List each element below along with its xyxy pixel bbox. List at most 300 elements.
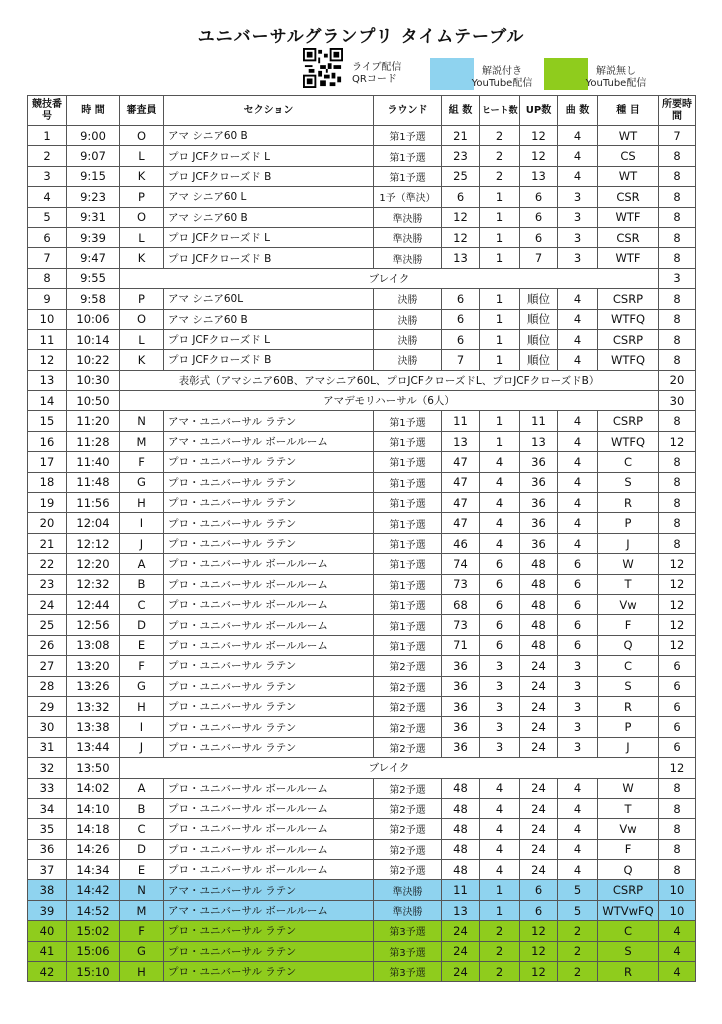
page-title: ユニバーサルグランプリ タイムテーブル (197, 27, 525, 47)
cell-duration: 12 (659, 574, 696, 594)
cell-round: 準決勝 (374, 207, 442, 227)
cell-up: 7 (520, 248, 558, 268)
cell-heats: 1 (480, 248, 520, 268)
cell-songs: 4 (558, 513, 598, 533)
qr-label (352, 62, 412, 86)
cell-round: 準決勝 (374, 248, 442, 268)
table-row (28, 962, 696, 982)
cell-time: 14:18 (67, 819, 120, 839)
cell-section: アマ・ユニバーサル ボールルーム (164, 900, 374, 920)
cell-round: 第2予選 (374, 696, 442, 716)
cell-section: プロ・ユニバーサル ラテン (164, 717, 374, 737)
cell-event: CSR (598, 227, 659, 247)
cell-duration: 8 (659, 472, 696, 492)
cell-no: 7 (28, 248, 67, 268)
cell-event: S (598, 676, 659, 696)
cell-duration: 6 (659, 717, 696, 737)
cell-time: 13:44 (67, 737, 120, 757)
table-row (28, 370, 696, 390)
cell-duration: 30 (659, 391, 696, 411)
cell-round: 第1予選 (374, 574, 442, 594)
cell-songs: 4 (558, 411, 598, 431)
table-row (28, 554, 696, 574)
legend-blue-line2: YouTube配信 (471, 78, 533, 89)
cell-duration: 8 (659, 227, 696, 247)
cell-judge: G (120, 941, 164, 961)
cell-section: プロ・ユニバーサル ラテン (164, 921, 374, 941)
cell-songs: 4 (558, 533, 598, 553)
cell-event: WTF (598, 207, 659, 227)
cell-groups: 25 (442, 166, 480, 186)
qr-label-line1: ライブ配信 (352, 62, 402, 73)
cell-judge: H (120, 962, 164, 982)
cell-no: 14 (28, 391, 67, 411)
cell-up: 24 (520, 737, 558, 757)
cell-event: C (598, 921, 659, 941)
table-row (28, 493, 696, 513)
cell-section: プロ・ユニバーサル ボールルーム (164, 615, 374, 635)
col-judge-header: 審査員 (120, 96, 164, 126)
cell-songs: 3 (558, 227, 598, 247)
cell-event: T (598, 574, 659, 594)
cell-heats: 4 (480, 860, 520, 880)
table-row (28, 187, 696, 207)
cell-groups: 36 (442, 696, 480, 716)
cell-up: 13 (520, 166, 558, 186)
cell-event: WTFQ (598, 350, 659, 370)
cell-up: 24 (520, 819, 558, 839)
cell-up: 48 (520, 594, 558, 614)
cell-time: 9:31 (67, 207, 120, 227)
cell-no: 19 (28, 493, 67, 513)
cell-judge: O (120, 126, 164, 146)
cell-songs: 4 (558, 350, 598, 370)
cell-round: 第1予選 (374, 615, 442, 635)
cell-groups: 12 (442, 207, 480, 227)
cell-heats: 2 (480, 921, 520, 941)
col-section-header: セクション (164, 96, 374, 126)
cell-time: 15:06 (67, 941, 120, 961)
cell-heats: 1 (480, 411, 520, 431)
cell-judge: L (120, 146, 164, 166)
cell-section: プロ JCFクローズド B (164, 350, 374, 370)
col-event-header: 種 目 (598, 96, 659, 126)
cell-event: WT (598, 126, 659, 146)
cell-up: 24 (520, 798, 558, 818)
cell-duration: 8 (659, 452, 696, 472)
cell-round: 第2予選 (374, 798, 442, 818)
cell-up: 順位 (520, 309, 558, 329)
cell-section: プロ・ユニバーサル ラテン (164, 452, 374, 472)
table-row (28, 268, 696, 288)
cell-duration: 12 (659, 635, 696, 655)
cell-round: 決勝 (374, 289, 442, 309)
table-row (28, 166, 696, 186)
cell-section: プロ・ユニバーサル ボールルーム (164, 819, 374, 839)
cell-judge: I (120, 717, 164, 737)
cell-time: 14:42 (67, 880, 120, 900)
cell-songs: 3 (558, 717, 598, 737)
cell-section: プロ JCFクローズド B (164, 166, 374, 186)
cell-songs: 4 (558, 309, 598, 329)
cell-event: S (598, 941, 659, 961)
cell-groups: 48 (442, 839, 480, 859)
cell-round: 第1予選 (374, 452, 442, 472)
cell-time: 13:32 (67, 696, 120, 716)
cell-no: 23 (28, 574, 67, 594)
cell-duration: 4 (659, 962, 696, 982)
cell-up: 12 (520, 146, 558, 166)
cell-time: 13:26 (67, 676, 120, 696)
cell-span: アマデモリハーサル（6人） (120, 391, 659, 411)
cell-round: 準決勝 (374, 880, 442, 900)
cell-time: 9:47 (67, 248, 120, 268)
cell-judge: P (120, 187, 164, 207)
cell-time: 9:58 (67, 289, 120, 309)
cell-judge: H (120, 493, 164, 513)
cell-songs: 6 (558, 574, 598, 594)
cell-time: 12:56 (67, 615, 120, 635)
cell-up: 36 (520, 513, 558, 533)
col-duration-header: 所要時間 (659, 96, 696, 126)
cell-up: 24 (520, 696, 558, 716)
cell-round: 決勝 (374, 329, 442, 349)
cell-up: 6 (520, 227, 558, 247)
cell-judge: E (120, 635, 164, 655)
table-row (28, 717, 696, 737)
cell-judge: K (120, 350, 164, 370)
cell-round: 決勝 (374, 309, 442, 329)
cell-event: F (598, 615, 659, 635)
cell-event: WTFQ (598, 431, 659, 451)
cell-duration: 10 (659, 900, 696, 920)
table-row (28, 248, 696, 268)
cell-section: プロ JCFクローズド B (164, 248, 374, 268)
cell-judge: E (120, 860, 164, 880)
cell-duration: 12 (659, 758, 696, 778)
cell-no: 24 (28, 594, 67, 614)
cell-time: 12:04 (67, 513, 120, 533)
cell-round: 第2予選 (374, 676, 442, 696)
table-row (28, 533, 696, 553)
table-row (28, 309, 696, 329)
cell-up: 36 (520, 452, 558, 472)
cell-up: 6 (520, 187, 558, 207)
cell-section: アマ シニア60 B (164, 207, 374, 227)
cell-time: 12:32 (67, 574, 120, 594)
cell-groups: 13 (442, 431, 480, 451)
cell-section: プロ・ユニバーサル ボールルーム (164, 635, 374, 655)
cell-round: 第1予選 (374, 472, 442, 492)
cell-no: 32 (28, 758, 67, 778)
cell-duration: 8 (659, 350, 696, 370)
cell-round: 第1予選 (374, 411, 442, 431)
cell-time: 12:20 (67, 554, 120, 574)
cell-section: プロ・ユニバーサル ラテン (164, 941, 374, 961)
cell-no: 11 (28, 329, 67, 349)
cell-section: プロ・ユニバーサル ラテン (164, 696, 374, 716)
cell-judge: K (120, 248, 164, 268)
cell-event: W (598, 778, 659, 798)
cell-duration: 8 (659, 493, 696, 513)
cell-up: 24 (520, 839, 558, 859)
cell-time: 10:30 (67, 370, 120, 390)
legend-blue-label (462, 66, 542, 90)
cell-no: 13 (28, 370, 67, 390)
cell-round: 準決勝 (374, 900, 442, 920)
cell-time: 9:23 (67, 187, 120, 207)
cell-judge: P (120, 289, 164, 309)
cell-groups: 73 (442, 615, 480, 635)
cell-up: 順位 (520, 329, 558, 349)
cell-round: 第1予選 (374, 493, 442, 513)
cell-up: 36 (520, 472, 558, 492)
cell-up: 順位 (520, 289, 558, 309)
cell-duration: 8 (659, 329, 696, 349)
cell-event: P (598, 513, 659, 533)
cell-judge: F (120, 656, 164, 676)
cell-time: 14:10 (67, 798, 120, 818)
table-row (28, 921, 696, 941)
cell-duration: 8 (659, 248, 696, 268)
cell-heats: 6 (480, 635, 520, 655)
cell-time: 14:26 (67, 839, 120, 859)
cell-up: 12 (520, 962, 558, 982)
cell-round: 第2予選 (374, 737, 442, 757)
cell-groups: 47 (442, 452, 480, 472)
table-row (28, 676, 696, 696)
cell-heats: 4 (480, 798, 520, 818)
cell-groups: 11 (442, 411, 480, 431)
cell-no: 22 (28, 554, 67, 574)
cell-event: S (598, 472, 659, 492)
table-row (28, 860, 696, 880)
cell-duration: 8 (659, 166, 696, 186)
cell-up: 48 (520, 554, 558, 574)
table-row (28, 778, 696, 798)
cell-songs: 3 (558, 656, 598, 676)
cell-time: 13:08 (67, 635, 120, 655)
table-row (28, 329, 696, 349)
cell-heats: 6 (480, 594, 520, 614)
cell-duration: 6 (659, 676, 696, 696)
cell-heats: 2 (480, 962, 520, 982)
col-groups-header: 組 数 (442, 96, 480, 126)
cell-time: 9:15 (67, 166, 120, 186)
cell-time: 9:07 (67, 146, 120, 166)
cell-round: 第1予選 (374, 594, 442, 614)
cell-round: 第1予選 (374, 126, 442, 146)
cell-time: 10:06 (67, 309, 120, 329)
cell-songs: 6 (558, 554, 598, 574)
cell-songs: 4 (558, 289, 598, 309)
cell-event: WTFQ (598, 309, 659, 329)
cell-section: プロ・ユニバーサル ボールルーム (164, 594, 374, 614)
cell-round: 第1予選 (374, 554, 442, 574)
cell-judge: C (120, 594, 164, 614)
cell-no: 39 (28, 900, 67, 920)
cell-section: アマ シニア60 B (164, 309, 374, 329)
cell-duration: 8 (659, 839, 696, 859)
cell-judge: F (120, 452, 164, 472)
cell-heats: 1 (480, 289, 520, 309)
table-row (28, 900, 696, 920)
cell-round: 第2予選 (374, 860, 442, 880)
table-row (28, 594, 696, 614)
cell-up: 24 (520, 656, 558, 676)
cell-duration: 12 (659, 615, 696, 635)
cell-no: 8 (28, 268, 67, 288)
table-row (28, 758, 696, 778)
cell-heats: 1 (480, 207, 520, 227)
cell-songs: 3 (558, 737, 598, 757)
cell-duration: 8 (659, 778, 696, 798)
table-body (28, 126, 696, 982)
cell-duration: 20 (659, 370, 696, 390)
table-row (28, 350, 696, 370)
table-row (28, 472, 696, 492)
cell-heats: 3 (480, 656, 520, 676)
cell-songs: 4 (558, 798, 598, 818)
cell-event: R (598, 962, 659, 982)
cell-up: 11 (520, 411, 558, 431)
table-row (28, 574, 696, 594)
cell-up: 13 (520, 431, 558, 451)
cell-groups: 6 (442, 187, 480, 207)
cell-up: 24 (520, 778, 558, 798)
cell-groups: 13 (442, 900, 480, 920)
cell-no: 12 (28, 350, 67, 370)
cell-heats: 6 (480, 574, 520, 594)
table-row (28, 126, 696, 146)
table-row (28, 289, 696, 309)
cell-section: アマ・ユニバーサル ボールルーム (164, 431, 374, 451)
cell-songs: 2 (558, 941, 598, 961)
cell-section: プロ・ユニバーサル ボールルーム (164, 554, 374, 574)
table-row (28, 819, 696, 839)
cell-groups: 36 (442, 676, 480, 696)
legend-blue-line1: 解説付き (482, 66, 522, 77)
cell-songs: 2 (558, 962, 598, 982)
cell-judge: O (120, 207, 164, 227)
cell-judge: L (120, 329, 164, 349)
cell-section: アマ シニア60L (164, 289, 374, 309)
table-row (28, 146, 696, 166)
cell-round: 決勝 (374, 350, 442, 370)
cell-event: J (598, 533, 659, 553)
table-row (28, 615, 696, 635)
cell-no: 29 (28, 696, 67, 716)
cell-songs: 3 (558, 696, 598, 716)
cell-duration: 4 (659, 921, 696, 941)
cell-groups: 46 (442, 533, 480, 553)
cell-up: 順位 (520, 350, 558, 370)
cell-groups: 47 (442, 493, 480, 513)
cell-round: 第2予選 (374, 839, 442, 859)
cell-section: アマ シニア60 B (164, 126, 374, 146)
cell-time: 11:56 (67, 493, 120, 513)
cell-event: Q (598, 860, 659, 880)
cell-songs: 4 (558, 778, 598, 798)
cell-heats: 3 (480, 737, 520, 757)
cell-groups: 23 (442, 146, 480, 166)
cell-section: プロ JCFクローズド L (164, 146, 374, 166)
cell-no: 26 (28, 635, 67, 655)
cell-heats: 1 (480, 309, 520, 329)
cell-round: 1予（準決） (374, 187, 442, 207)
cell-heats: 3 (480, 676, 520, 696)
cell-time: 13:50 (67, 758, 120, 778)
cell-round: 第1予選 (374, 635, 442, 655)
table-row (28, 696, 696, 716)
cell-time: 11:48 (67, 472, 120, 492)
cell-section: プロ・ユニバーサル ラテン (164, 493, 374, 513)
cell-judge: I (120, 513, 164, 533)
cell-no: 10 (28, 309, 67, 329)
qr-code-icon[interactable] (303, 48, 343, 88)
cell-section: プロ・ユニバーサル ラテン (164, 962, 374, 982)
cell-judge: C (120, 819, 164, 839)
cell-songs: 4 (558, 126, 598, 146)
cell-time: 14:34 (67, 860, 120, 880)
cell-heats: 4 (480, 819, 520, 839)
cell-duration: 8 (659, 289, 696, 309)
cell-section: プロ・ユニバーサル ラテン (164, 533, 374, 553)
cell-time: 11:20 (67, 411, 120, 431)
cell-round: 第1予選 (374, 146, 442, 166)
cell-time: 9:55 (67, 268, 120, 288)
cell-round: 第1予選 (374, 513, 442, 533)
cell-no: 27 (28, 656, 67, 676)
cell-judge: N (120, 411, 164, 431)
cell-event: R (598, 696, 659, 716)
cell-duration: 8 (659, 798, 696, 818)
cell-songs: 2 (558, 921, 598, 941)
cell-round: 第3予選 (374, 941, 442, 961)
cell-duration: 4 (659, 941, 696, 961)
cell-judge: L (120, 227, 164, 247)
col-heats-header: ヒート数 (480, 96, 520, 126)
cell-section: アマ・ユニバーサル ラテン (164, 880, 374, 900)
cell-event: CS (598, 146, 659, 166)
cell-event: Vw (598, 594, 659, 614)
cell-heats: 2 (480, 941, 520, 961)
cell-songs: 4 (558, 860, 598, 880)
cell-section: プロ JCFクローズド L (164, 227, 374, 247)
cell-heats: 4 (480, 452, 520, 472)
cell-heats: 2 (480, 126, 520, 146)
cell-section: アマ シニア60 L (164, 187, 374, 207)
table-row (28, 431, 696, 451)
cell-event: T (598, 798, 659, 818)
table-row (28, 839, 696, 859)
cell-groups: 47 (442, 513, 480, 533)
cell-judge: D (120, 615, 164, 635)
cell-up: 48 (520, 574, 558, 594)
cell-no: 38 (28, 880, 67, 900)
cell-section: プロ・ユニバーサル ボールルーム (164, 574, 374, 594)
cell-event: C (598, 452, 659, 472)
cell-judge: K (120, 166, 164, 186)
table-row (28, 227, 696, 247)
cell-up: 6 (520, 207, 558, 227)
cell-time: 11:40 (67, 452, 120, 472)
cell-heats: 3 (480, 717, 520, 737)
cell-groups: 74 (442, 554, 480, 574)
cell-event: CSRP (598, 880, 659, 900)
cell-round: 第1予選 (374, 166, 442, 186)
cell-heats: 1 (480, 880, 520, 900)
